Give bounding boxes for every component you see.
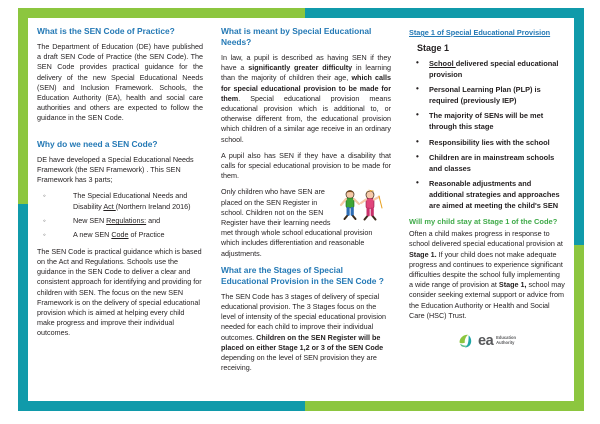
border-right-green xyxy=(574,245,584,411)
heading-will-child-stay-stage-1: Will my child stay at Stage 1 of the Code? xyxy=(409,217,558,227)
ea-logo-subtext: Education Authority xyxy=(496,335,516,345)
column-three xyxy=(400,18,574,401)
border-right-teal xyxy=(574,8,584,245)
list-item: • Reasonable adjustments and additional strategies and approaches are aimed at meeting the child's SEN xyxy=(409,179,565,211)
ea-wordmark: ea xyxy=(478,332,494,349)
list-item: • Responsibility lies with the school xyxy=(409,138,565,149)
para-stage-1-progress: Often a child makes progress in response to school delivered special educational provision at Stage 1. If your child does not make adequate progress and continues to experience significant difficulties despite the school fully implementing a wide range of provision at Stage 1, school may consider seeking external support or advice from the Education Authority or Health and Social Care (HSC) Trust. xyxy=(409,229,565,320)
list-item: ◦ New SEN Regulations: and xyxy=(37,216,203,226)
border-left-teal xyxy=(18,204,28,411)
para-sen-register: Only children who have SEN are placed on the SEN Register in school. Children not on the SEN Register have their learning needs met through whole school educational provision which includes differentiation and reasonable adjustments. xyxy=(221,187,373,258)
para-disability-sen: A pupil also has SEN if they have a disability that calls for special educational provision to be made for them. xyxy=(221,150,391,181)
para-sen-code-guidance: The SEN Code is practical guidance which is based on the Act and Regulations. Schools use the guidance in the SEN Code to deliver a clear and consistent approach for identifying and providing for children with SEN. The focus on the new SEN Framework is on the delivery of special educational provision which is aimed at helping every child make progress and improve their individual outcomes. xyxy=(37,246,202,338)
heading-stages-of-provision: What are the Stages of Special Educational Provision in the SEN Code ? xyxy=(221,264,384,286)
heading-what-is-meant-by-sen: What is meant by Special Educational Needs? xyxy=(221,26,372,47)
list-item: • Children are in mainstream schools and classes xyxy=(409,153,565,174)
heading-why-need-sen-code: Why do we need a SEN Code? xyxy=(37,138,158,149)
list-item: • Personal Learning Plan (PLP) is required (previously IEP) xyxy=(409,85,565,106)
link-stage-1-provision[interactable]: Stage 1 of Special Educational Provision xyxy=(409,28,551,37)
para-sen-code-intro: The Department of Education (DE) have published a draft SEN Code of Practice (the SEN Code). The SEN Code provides practical guidance for the delivery of the new Special Educational Needs (SEN) and Inclusion Framework. Schools, the Education Authority (EA), health and social care authorities and others are expected to follow the guidance in the SEN Code. xyxy=(37,42,203,123)
column-two xyxy=(212,18,400,401)
heading-what-is-sen-code: What is the SEN Code of Practice? xyxy=(37,26,175,36)
para-three-stages: The SEN Code has 3 stages of delivery of special educational provision. The 3 Stages focus on the level of intensity of the special educational provision needed for each child to improve their individual outcomes. Children on the SEN Register will be placed on either Stage 1,2 or 3 of the SEN Code depending on the level of SEN provision they are receiving. xyxy=(221,291,387,373)
border-bottom-teal xyxy=(18,401,305,411)
border-top-teal xyxy=(305,8,584,18)
list-item: ◦ The Special Educational Needs and Disability Act (Northern Ireland 2016) xyxy=(37,191,203,212)
border-top-green xyxy=(18,8,305,18)
list-item: • School delivered special educational provision xyxy=(409,59,565,80)
column-one xyxy=(28,18,212,401)
list-item: ◦ A new SEN Code of Practice xyxy=(37,230,203,240)
two-children-walking-icon xyxy=(335,187,389,223)
ea-leaf-icon xyxy=(458,333,475,349)
list-framework-parts xyxy=(37,191,203,241)
list-stage-1-features xyxy=(409,59,565,211)
border-left-green xyxy=(18,8,28,204)
heading-stage-1: Stage 1 xyxy=(417,43,450,53)
border-bottom-green xyxy=(305,401,584,411)
content-card xyxy=(28,18,574,401)
list-item: • The majority of SENs will be met through this stage xyxy=(409,111,565,132)
para-framework-parts-intro: DE have developed a Special Educational Needs Framework (the SEN Framework) . This SEN Framework has 3 parts; xyxy=(37,154,194,185)
para-sen-definition: In law, a pupil is described as having SEN if they have a significantly greater difficulty in learning than the majority of children their age, which calls for special educational provision to be made for them. Special educational provision means educational provision which is additional to, or otherwise different from, the educational provision which children of a similar age receive in an ordinary school. xyxy=(221,53,392,144)
ea-logo xyxy=(409,333,565,349)
